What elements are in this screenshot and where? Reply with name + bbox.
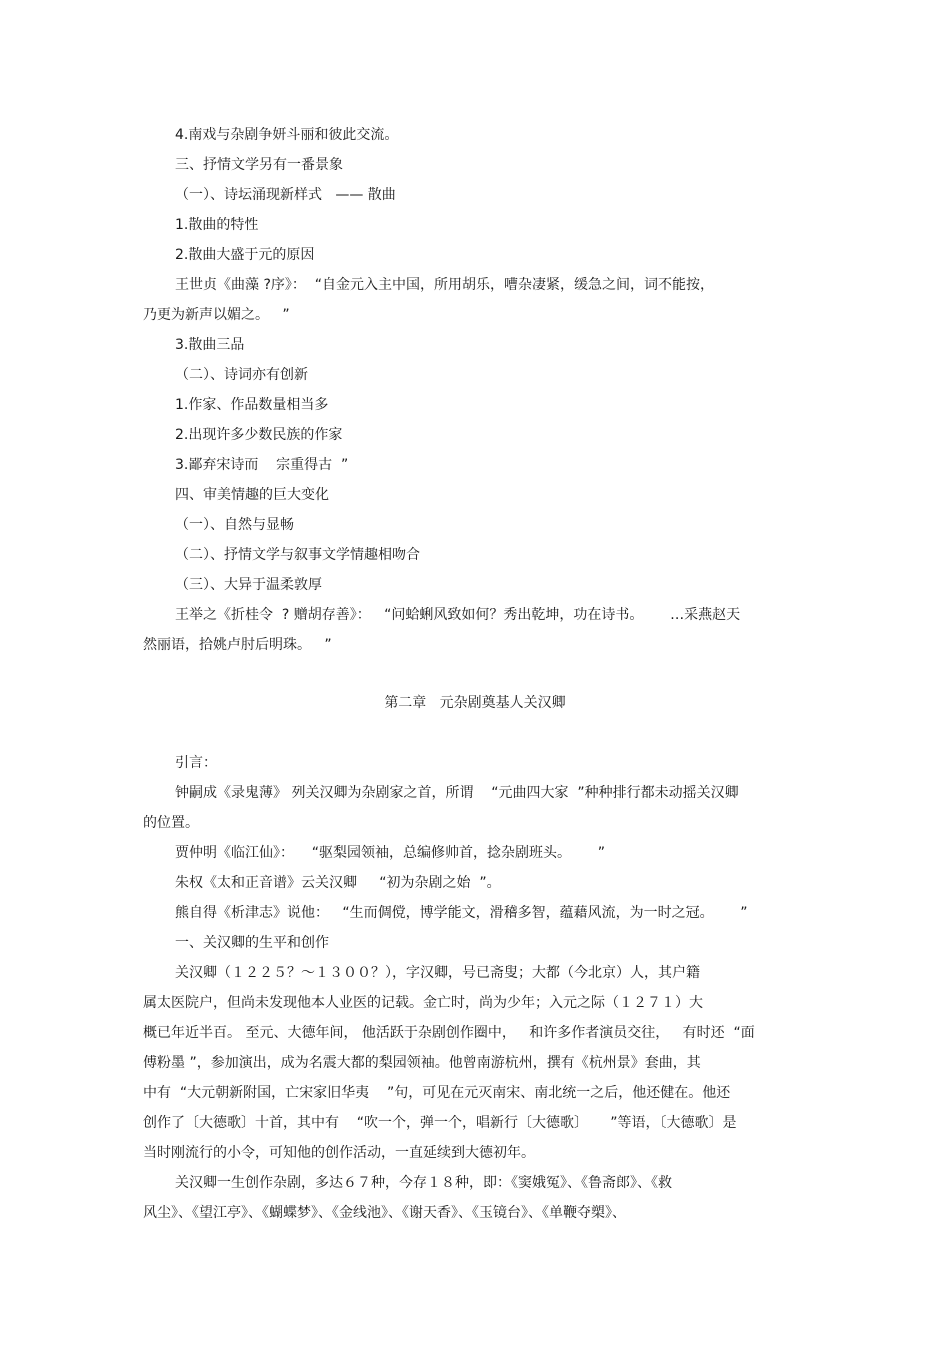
paragraph-line: 创作了〔大德歌〕十首，其中有 “吹一个，弹一个，唱新行〔大德歌〕 ”等语，〔大德歌〕是 [143, 1115, 737, 1131]
paragraph-line: 概已年近半百。 至元、大德年间， 他活跃于杂剧创作圈中， 和许多作者演员交往， 有时还 “面 [143, 1025, 755, 1041]
section-heading: 三、抒情文学另有一番景象 [175, 157, 343, 173]
paragraph-line: 风尘》、《望江亭》、《蝴蝶梦》、《金线池》、《谢天香》、《玉镜台》、《单鞭夺槊》、 [143, 1205, 626, 1221]
subsection-heading: （三）、大异于温柔敦厚 [175, 577, 322, 593]
paragraph-line: 引言： [175, 755, 217, 771]
list-item: 2.出现许多少数民族的作家 [175, 427, 343, 443]
section-heading: 四、审美情趣的巨大变化 [175, 487, 329, 503]
paragraph-line: 钟嗣成《录鬼薄》 列关汉卿为杂剧家之首，所谓 “元曲四大家 ”种种排行都未动摇关汉卿 [175, 785, 739, 801]
chapter-title: 第二章 元杂剧奠基人关汉卿 [384, 695, 566, 711]
paragraph-line: 朱权《太和正音谱》云关汉卿 “初为杂剧之始 ”。 [175, 875, 501, 891]
paragraph-line: 属太医院户，但尚未发现他本人业医的记载。金亡时，尚为少年；入元之际（１２７１）大 [143, 995, 703, 1011]
subsection-heading: （一）、自然与显畅 [175, 517, 294, 533]
subsection-heading: （二）、诗词亦有创新 [175, 367, 308, 383]
paragraph-line: 熊自得《析津志》说他： “生而倜傥，博学能文，滑稽多智，蕴藉风流，为一时之冠。 ” [175, 905, 748, 921]
section-heading: 一、关汉卿的生平和创作 [175, 935, 329, 951]
list-item: 3.散曲三品 [175, 337, 245, 353]
quote-line: 王世贞《曲藻 ?序》： “自金元入主中国，所用胡乐，嘈杂凄紧，缓急之间，词不能按， [175, 277, 715, 293]
paragraph-line: 中有 “大元朝新附国，亡宋家旧华夷 ”句，可见在元灭南宋、南北统一之后，他还健在。他还 [143, 1085, 731, 1101]
paragraph-line: 傅粉墨 ”，参加演出，成为名震大都的梨园领袖。他曾南游杭州，撰有《杭州景》套曲，其 [143, 1055, 701, 1071]
paragraph-line: 关汉卿一生创作杂剧，多达６７种，今存１８种，即：《窦娥冤》、《鲁斋郎》、《救 [175, 1175, 672, 1191]
list-item: 1.作家、作品数量相当多 [175, 397, 329, 413]
list-item: 3.鄙弃宋诗而 宗重得古 ” [175, 457, 349, 473]
subsection-heading: （二）、抒情文学与叙事文学情趣相吻合 [175, 547, 420, 563]
paragraph-line: 当时刚流行的小令，可知他的创作活动，一直延续到大德初年。 [143, 1145, 535, 1161]
quote-line: 王举之《折桂令 ? 赠胡存善》： “问蛤蜊风致如何？秀出乾坤，功在诗书。 …采燕赵天 [175, 607, 741, 623]
list-item: 2.散曲大盛于元的原因 [175, 247, 315, 263]
list-item: 4.南戏与杂剧争妍斗丽和彼此交流。 [175, 127, 399, 143]
list-item: 1.散曲的特性 [175, 217, 259, 233]
quote-line: 然丽语，拾姚卢肘后明珠。 ” [143, 637, 332, 653]
subsection-heading: （一）、诗坛涌现新样式 —— 散曲 [175, 187, 396, 203]
quote-line: 乃更为新声以媚之。 ” [143, 307, 290, 323]
paragraph-line: 的位置。 [143, 815, 199, 831]
paragraph-line: 关汉卿（１２２５？～１３００？），字汉卿，号已斋叟；大都（今北京）人，其户籍 [175, 965, 700, 981]
paragraph-line: 贾仲明《临江仙》： “驱梨园领袖，总编修帅首，捻杂剧班头。 ” [175, 845, 606, 861]
